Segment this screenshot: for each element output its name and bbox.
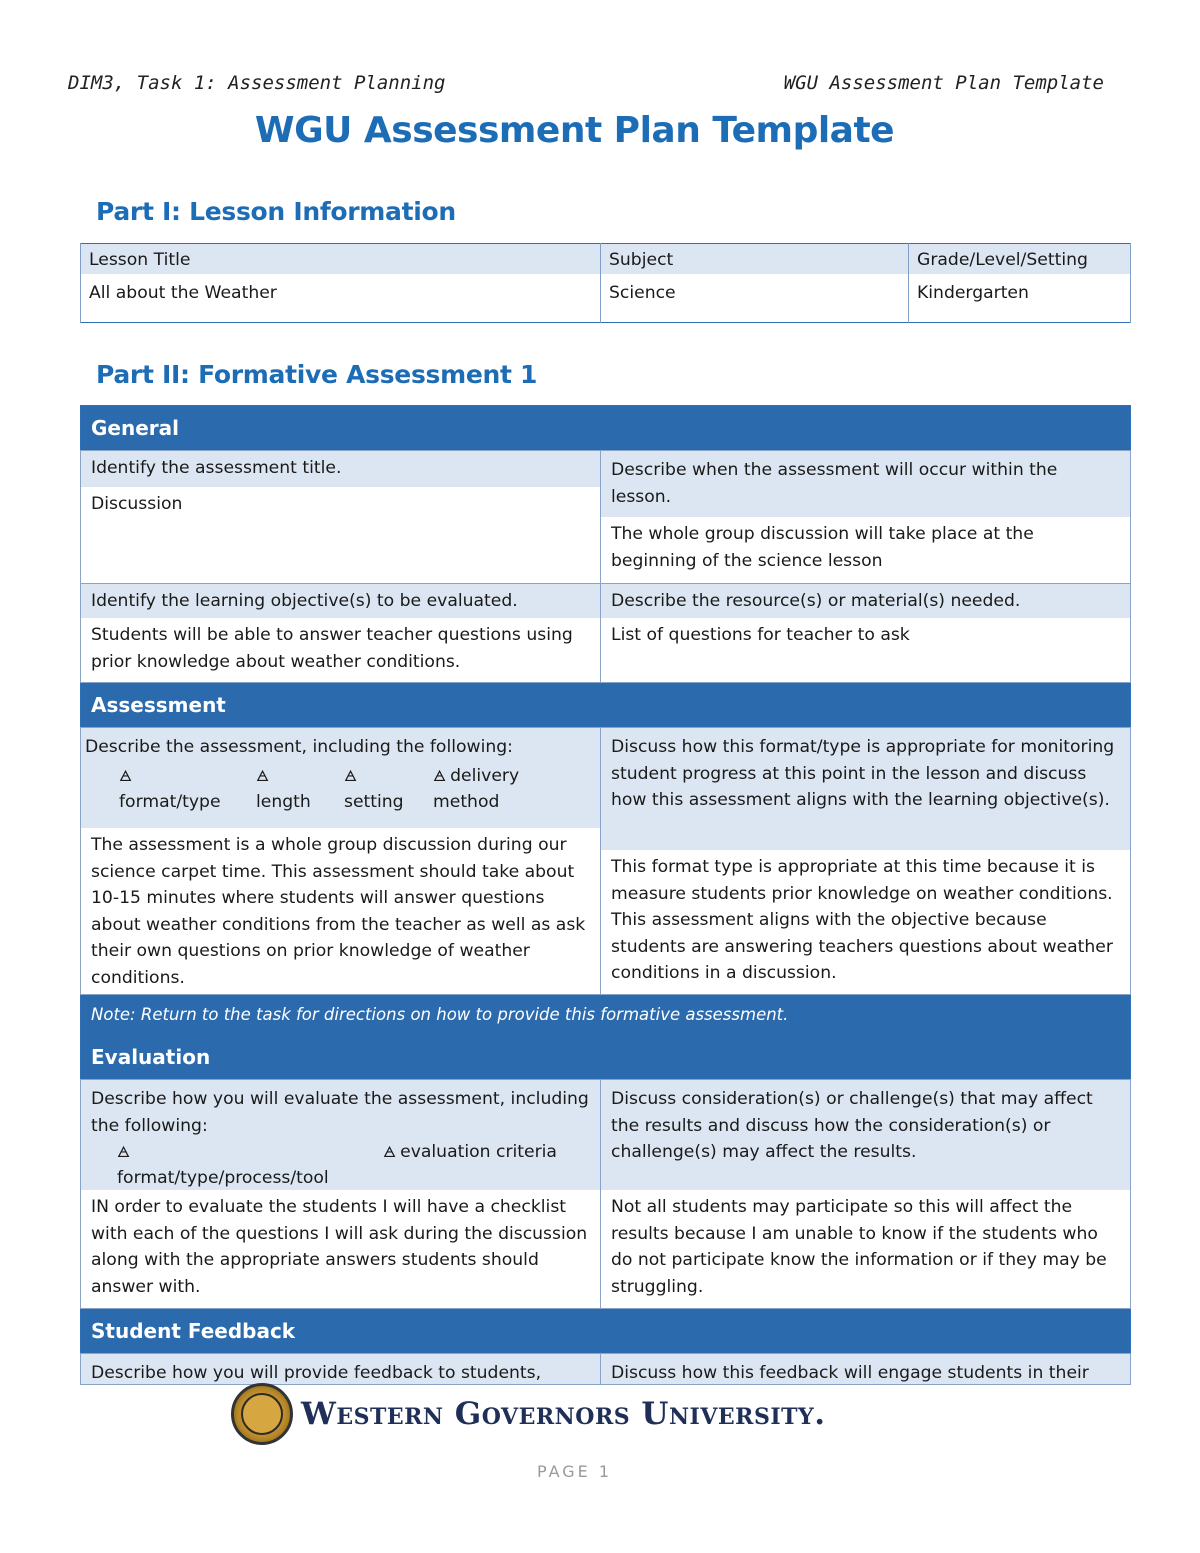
bullet-icon: 🜁 (256, 766, 270, 785)
bullet-icon: 🜁 (119, 766, 133, 785)
subject-value: Science (601, 274, 909, 323)
bullet-icon: 🜁 (433, 766, 447, 785)
assessment-bullets (85, 763, 594, 815)
evaluate-cell (81, 1080, 601, 1309)
feedback-engage-question: Discuss how this feedback will engage students in their (601, 1354, 1130, 1384)
feedback-provide-question: Describe how you will provide feedback to students, (81, 1354, 600, 1384)
evaluate-question (81, 1080, 600, 1190)
objective-question: Identify the learning objective(s) to be evaluated. (81, 584, 600, 618)
evaluation-bullets (91, 1139, 590, 1191)
grade-label: Grade/Level/Setting (909, 244, 1131, 275)
assessment-title-cell (81, 451, 601, 584)
section-student-feedback: Student Feedback (81, 1309, 1131, 1354)
feedback-provide-cell (81, 1354, 601, 1385)
assessment-title-question: Identify the assessment title. (81, 451, 600, 487)
describe-assessment-answer: The assessment is a whole group discussion during our science carpet time. This assessment should take about 10-15 minutes where students will answer questions about weather conditions from the teacher as well as ask their own questions on prior knowledge of weather conditions. (91, 835, 586, 988)
assessment-when-cell (601, 451, 1131, 584)
part1-heading: Part I: Lesson Information (96, 197, 456, 226)
section-assessment: Assessment (81, 683, 1131, 728)
section-general: General (81, 406, 1131, 451)
evaluate-answer: IN order to evaluate the students I will have a checklist with each of the questions I will ask during the discussion along with the appropriate answers students should answer with. (91, 1197, 588, 1297)
appropriate-answer: This format type is appropriate at this time because it is measure students prior knowledge on weather conditions. This assessment aligns with the objective because students are answering teachers questions about weather conditions in a discussion. (611, 857, 1113, 983)
bullet-length: 🜁 length (256, 763, 344, 815)
describe-assessment-question (81, 728, 600, 828)
describe-assessment-cell (81, 728, 601, 995)
lesson-info-table (80, 243, 1131, 323)
bullet-setting: 🜁 setting (344, 763, 433, 815)
grade-value: Kindergarten (909, 274, 1131, 323)
document-title: WGU Assessment Plan Template (254, 110, 895, 151)
task-note: Note: Return to the task for directions on how to provide this formative assessment. (81, 995, 1131, 1036)
running-header-left: DIM3, Task 1: Assessment Planning (68, 72, 446, 94)
wgu-wordmark: Western Governors University. (301, 1396, 826, 1432)
bullet-icon: 🜁 (344, 766, 358, 785)
section-evaluation: Evaluation (81, 1035, 1131, 1080)
part2-heading: Part II: Formative Assessment 1 (96, 360, 538, 389)
running-header-right: WGU Assessment Plan Template (783, 72, 1104, 94)
challenges-cell (601, 1080, 1131, 1309)
bullet-delivery: 🜁 delivery method (433, 765, 520, 812)
wgu-seal-icon (231, 1383, 293, 1445)
assessment-when-answer: The whole group discussion will take place at the beginning of the science lesson (611, 524, 1034, 571)
resources-cell (601, 584, 1131, 683)
lesson-title-label: Lesson Title (81, 244, 601, 275)
evaluate-prompt: Describe how you will evaluate the assessment, including the following: (91, 1089, 589, 1136)
appropriate-question: Discuss how this format/type is appropriate for monitoring student progress at this point in the lesson and discuss how this assessment aligns with the learning objective(s). (601, 728, 1130, 850)
bullet-icon: 🜁 (117, 1143, 131, 1161)
lesson-title-value: All about the Weather (81, 274, 601, 323)
objective-cell (81, 584, 601, 683)
feedback-engage-cell (601, 1354, 1131, 1385)
challenges-answer: Not all students may participate so this will affect the results because I am unable to know if the students who do not participate know the information or if they may be struggling. (611, 1197, 1107, 1297)
resources-answer: List of questions for teacher to ask (611, 625, 910, 645)
bullet-format-process: 🜁 format/type/process/tool (117, 1139, 383, 1191)
objective-answer: Students will be able to answer teacher questions using prior knowledge about weather conditions. (91, 625, 573, 672)
bullet-criteria: 🜁 evaluation criteria (383, 1142, 557, 1162)
page-number: PAGE 1 (536, 1462, 613, 1481)
bullet-format: 🜁 format/type (119, 763, 256, 815)
assessment-when-question: Describe when the assessment will occur within the lesson. (601, 451, 1130, 517)
wgu-logo (231, 1383, 826, 1445)
subject-label: Subject (601, 244, 909, 275)
describe-assessment-prompt: Describe the assessment, including the following: (85, 737, 513, 757)
assessment-title-answer: Discussion (91, 494, 183, 514)
appropriate-cell (601, 728, 1131, 995)
formative-assessment-table (80, 405, 1131, 1385)
challenges-question: Discuss consideration(s) or challenge(s) that may affect the results and discuss how the consideration(s) or challenge(s) may affect the results. (601, 1080, 1130, 1190)
resources-question: Describe the resource(s) or material(s) needed. (601, 584, 1130, 618)
bullet-icon: 🜁 (383, 1143, 397, 1161)
